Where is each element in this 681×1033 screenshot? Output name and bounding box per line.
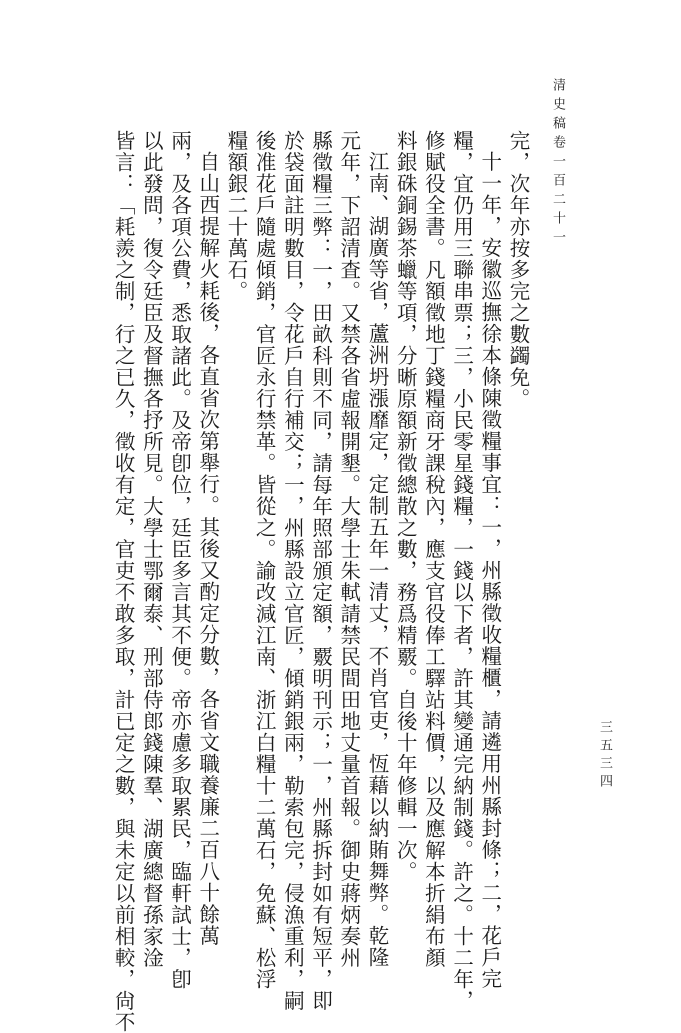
- text-column: 修賦役全書。凡額徵地丁錢糧商牙課稅內，應支官役俸工驛站料價，以及應解本折絹布顏: [421, 130, 446, 969]
- text-column: 以此發問，復令廷臣及督撫各抒所見。大學士鄂爾泰、刑部侍郎錢陳羣、湖廣總督孫家淦: [139, 130, 164, 969]
- text-column: 自山西提解火耗後，各直省次第舉行。其後又酌定分數，各省文職養廉二百八十餘萬: [195, 150, 220, 946]
- text-column: 完，次年亦按多完之數蠲免。: [506, 130, 530, 410]
- running-header-title: 清史稿卷一百二十一: [550, 78, 565, 249]
- text-column: 料銀硃銅錫茶蠟等項，分晰原額新徵總散之數，務爲精覈。自後十年修輯一次。: [393, 130, 418, 883]
- text-column: 十一年，安徽巡撫徐本條陳徵糧事宜：一，州縣徵收糧櫃，請遴用州縣封條；二，花戶完: [477, 150, 502, 989]
- text-column: 糧，宜仍用三聯串票；三，小民零星錢糧，一錢以下者，許其變通完納制錢。許之。十二年，: [449, 130, 474, 1012]
- text-column: 皆言：「耗羨之制，行之已久，徵收有定，官吏不敢多取，計已定之數，與未定以前相較，尙不: [111, 130, 136, 1033]
- main-text-block: [111, 130, 532, 1033]
- text-column: 於袋面註明數目，令花戶自行補交；一，州縣設立官匠，傾銷銀兩，勒索包完，侵漁重利，嗣: [280, 130, 305, 1012]
- text-column: 縣徵糧三弊：一，田畝科則不同，請每年照部頒定額，覈明刊示；一，州縣拆封如有短平，即: [308, 130, 333, 1012]
- page-number: 三五三四: [597, 720, 612, 792]
- text-column: 江南、湖廣等省，蘆洲坍漲靡定，定制五年一清丈，不肖官吏，恆藉以納賄舞弊。乾隆: [364, 150, 389, 968]
- text-column: 糧額銀二十萬石。: [223, 130, 248, 302]
- text-column: 元年，下詔清査。又禁各省虛報開墾。大學士朱軾請禁民間田地丈量首報。御史蔣炳奏州: [336, 130, 361, 969]
- text-column: 兩，及各項公費，悉取諸此。及帝卽位，廷臣多言其不便。帝亦慮多取累民，臨軒試士，卽: [167, 130, 192, 990]
- text-column: 後准花戶隨處傾銷，官匠永行禁革。皆從之。諭改減江南、浙江白糧十二萬石，免蘇、松浮: [252, 130, 277, 990]
